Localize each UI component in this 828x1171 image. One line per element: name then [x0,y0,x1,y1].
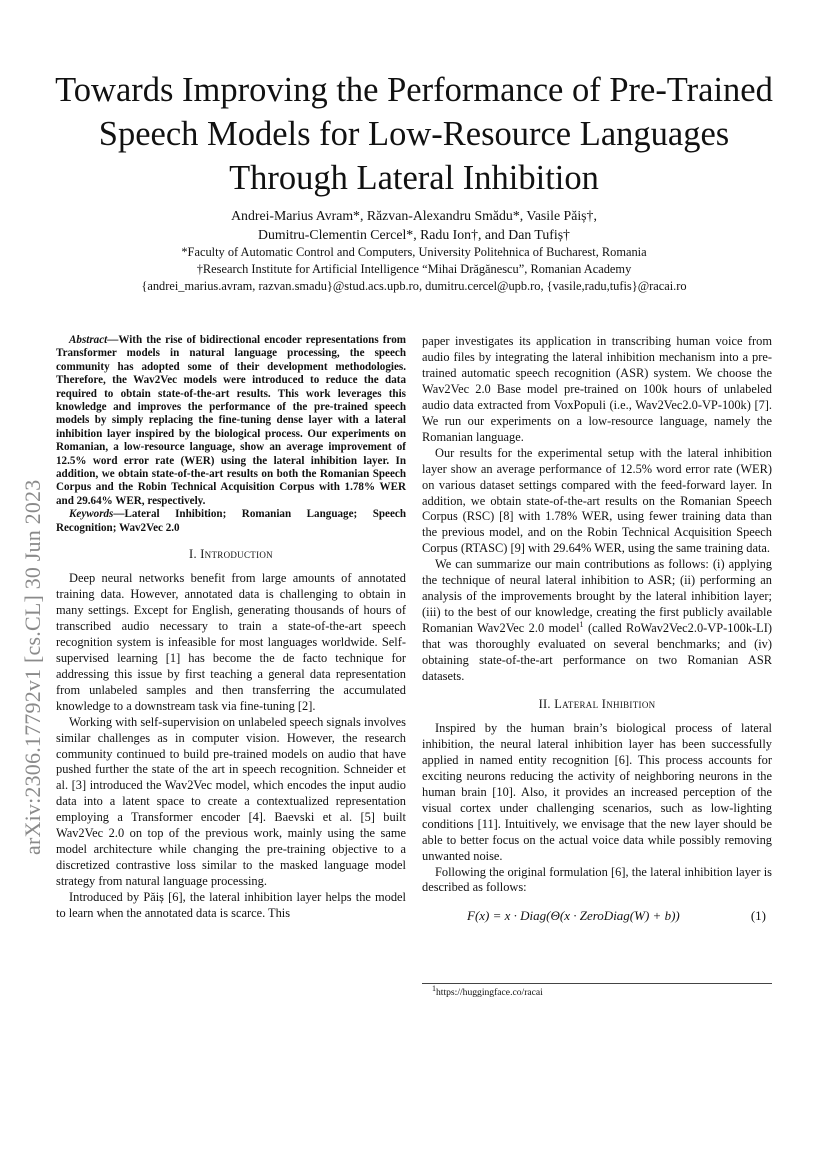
equation-1 [422,902,772,930]
footnote-marker[interactable]: 1 [579,620,584,630]
contributions-text-b: (called RoWav2Vec2.0-VP-100k-LI) that was thoroughly evaluated on several benchmarks; and (iv) obtaining state-of-the-art performance on two Romanian ASR datasets. [422,621,772,684]
contributions-text-a: We can summarize our main contributions as follows: (i) applying the technique of neural lateral inhibition to ASR; (ii) performing an analysis of the improvements brought by the lateral inhibition layer; (iii) to the best of our knowledge, creating the first publicly available Romanian Wav2Vec 2.0 model [422,557,772,636]
authors-line-2: Dumitru-Clementin Cercel*, Radu Ion†, and Dan Tufiș† [258,227,570,242]
intro-paragraph-4: paper investigates its application in transcribing human voice from audio files by integrating the lateral inhibition mechanism into a pre-trained automatic speech recognition (ASR) system. We choose the Wav2Vec 2.0 Base model pre-trained on 100k hours of unlabeled audio data extracted from VoxPopuli (i.e., Wav2Vec2.0-VP-100k) [7]. We run our experiments on a low-resource language, namely the Romanian language. [422,334,772,444]
abstract-label: Abstract [69,334,108,346]
section-title: Introduction [200,547,273,562]
abstract-text: —With the rise of bidirectional encoder representations from Transformer models in natural language processing, the speech community has adopted some of their development methodologies. Therefore, the Wav2Vec models were introduced to reduce the data required to obtain state-of-the-art results. This work leverages this knowledge and improves the performance of the pre-trained speech models by simply replacing the fine-tuning dense layer with a lateral inhibition layer inspired by the biological process. Our experiments on Romanian, a low-resource language, show an average improvement of 12.5% word error rate (WER) using the lateral inhibition layer. In addition, we obtain state-of-the-art results on both the Romanian Speech Corpus and the Robin Technical Acquisition Corpus with 1.78% WER and 29.64% WER, respectively. [56,334,406,507]
title-line-1: Towards Improving the Performance of Pre-Trained [55,71,773,109]
equation-body: F(x) = x · Diag(Θ(x · ZeroDiag(W) + b)) [467,908,680,924]
footnote-mark: 1 [432,983,436,993]
intro-paragraph-2: Working with self-supervision on unlabeled speech signals involves similar challenges as in computer vision. However, the research community continued to build pre-trained models on audio that have pushed further the state of the art in speech recognition. Schneider et al. [3] introduced the Wav2Vec model, which encodes the input audio data into a latent space to create a contextualized representation employing a Transformer encoder [4]. Baevski et al. [5] built Wav2Vec 2.0 on top of the previous work, mainly using the same model architecture while changing the pre-training objective to a discretized contrastive loss similar to the masked language model strategy from natural language processing. [56,714,406,889]
keywords-label: Keywords [69,508,114,521]
section-title: Lateral Inhibition [554,696,656,711]
author-emails: {andrei_marius.avram, razvan.smadu}@stud.acs.upb.ro, dumitru.cercel@upb.ro, {vasile,radu,tufis}@racai.ro [141,279,687,293]
contributions-paragraph [422,557,772,685]
footnote-link[interactable]: https://huggingface.co/racai [436,987,543,998]
arxiv-identifier-stamp[interactable]: arXiv:2306.17792v1 [cs.CL] 30 Jun 2023 [20,479,45,855]
abstract [56,334,406,508]
author-list [40,206,788,244]
section-heading-introduction [56,547,406,563]
intro-paragraph-3: Introduced by Păiș [6], the lateral inhibition layer helps the model to learn when the annotated data is scarce. This [56,890,406,921]
intro-paragraph-5: Our results for the experimental setup with the lateral inhibition layer show an average performance of 12.5% word error rate (WER) on various dataset settings compared with the feed-forward layer. In addition, we obtain state-of-the-art results on the Romanian Speech Corpus (RSC) [8] with 1.78% WER, using fewer training data than the previous model, and on the Robin Technical Acquisition Speech Corpus (RTASC) [9] with 29.64% WER, using the same training data. [422,445,772,556]
lateral-paragraph-1: Inspired by the human brain’s biological process of lateral inhibition, the neural lateral inhibition layer has been successfully applied in named entity recognition [6]. This process accounts for exciting neurons reducing the activity of neighboring neurons in the human brain [10]. Also, it provides an increased perception of the visual cortex under challenging scenarios, such as low-lighting conditions [11]. Intuitively, we envisage that the new layer should be able to better focus on the actual voice data while possibly removing unwanted noise. [422,720,772,863]
section-number: I. [189,547,197,562]
right-column [422,334,772,930]
footnote-rule [422,983,772,984]
lateral-paragraph-2: Following the original formulation [6], the lateral inhibition layer is described as follows: [422,864,772,895]
affiliations [40,244,788,295]
authors-line-1: Andrei-Marius Avram*, Răzvan-Alexandru Smădu*, Vasile Păiș†, [231,208,597,223]
keywords [56,508,406,535]
paper-title [40,68,788,200]
affiliation-upb: *Faculty of Automatic Control and Computers, University Politehnica of Bucharest, Romania [181,245,647,259]
title-line-3: Through Lateral Inhibition [229,159,599,197]
footnote [432,983,543,999]
left-column [56,334,406,922]
affiliation-racai: †Research Institute for Artificial Intelligence “Mihai Drăgănescu”, Romanian Academy [196,262,632,276]
section-number: II. [538,696,551,711]
keywords-text: —Lateral Inhibition; Romanian Language; Speech Recognition; Wav2Vec 2.0 [56,508,406,534]
title-line-2: Speech Models for Low-Resource Languages [98,115,730,153]
intro-paragraph-1: Deep neural networks benefit from large amounts of annotated training data. However, annotated data is challenging to obtain in many settings. Except for English, generating thousands of hours of transcribed audio necessary to train a state-of-the-art speech recognition system is infeasible for most languages worldwide. Self-supervised learning [1] has become the de facto technique for addressing this issue by first teaching a general data representation from unlabeled samples and then transferring the accumulated knowledge to a downstream task via fine-tuning [2]. [56,571,406,713]
section-heading-lateral-inhibition [422,697,772,713]
equation-number: (1) [750,908,766,924]
